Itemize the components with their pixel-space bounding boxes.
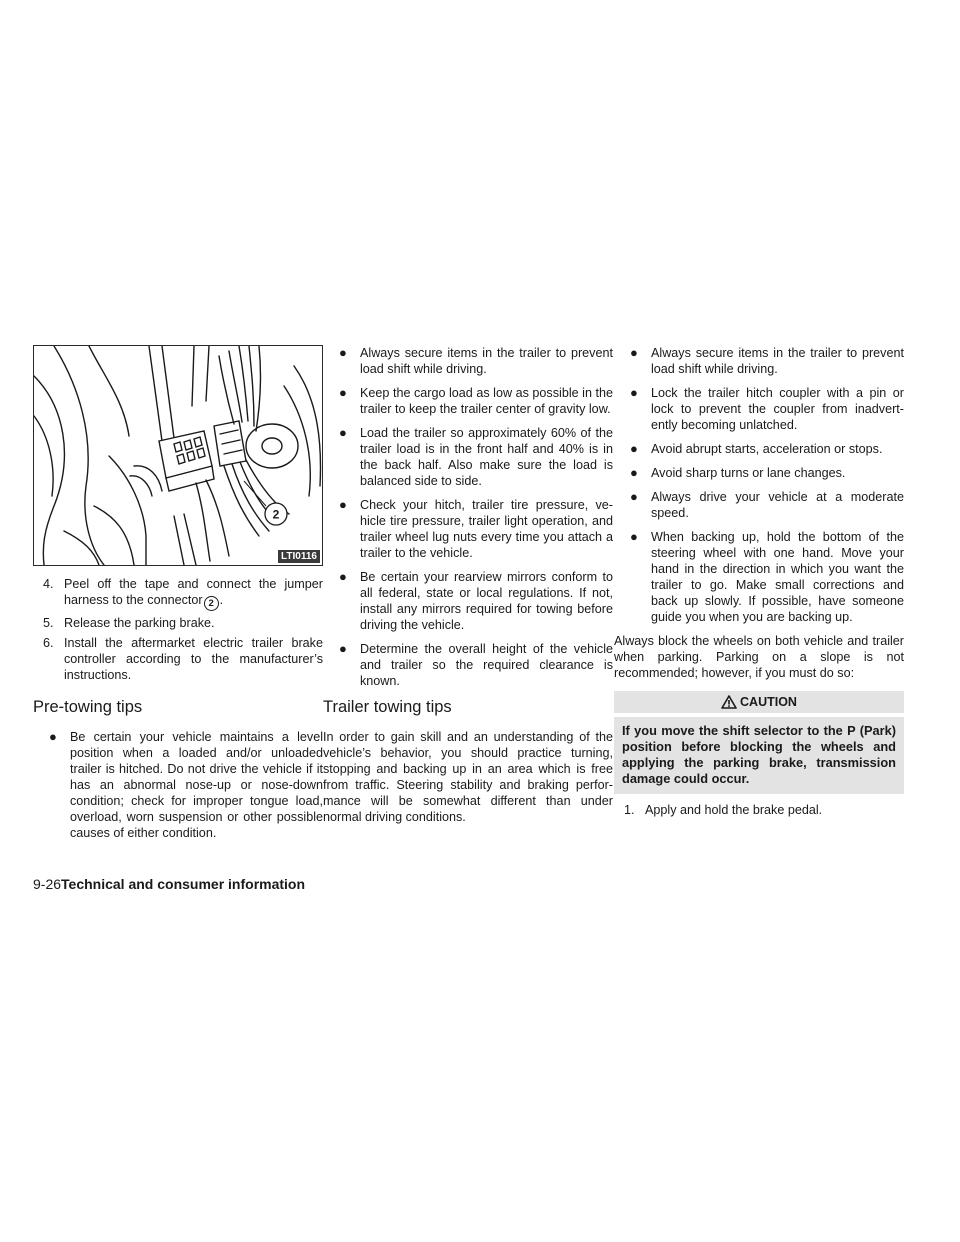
caution-label: CAUTION	[740, 695, 797, 709]
list-item-text: Always drive your vehicle at a moderate speed.	[651, 490, 904, 520]
step-item	[33, 635, 323, 683]
bullet-icon: ●	[339, 345, 347, 360]
list-item-text: Check your hitch, trailer tire pressure, ve-hicle tire pressure, trailer light operation, and trailer wheel lug nuts every time you attach a trailer to the vehicle.	[360, 498, 613, 560]
list-item	[614, 465, 904, 481]
list-item-text: Load the trailer so approximately 60% of the trailer load is in the front half and 40% is in the back half. Also make sure the load is balanced side to side.	[360, 426, 613, 488]
column-2	[323, 345, 613, 833]
step-number: 6.	[43, 636, 54, 650]
list-item-text: When backing up, hold the bottom of the steering wheel with one hand. Move your hand in the direction in which you want the trailer to go. Make small corrections and back up slowly. If possible, have someone guide you when you are backing up.	[651, 530, 904, 624]
step-text: Release the parking brake.	[64, 616, 215, 630]
column-1	[33, 345, 323, 849]
step-text: Install the aftermarket electric trailer brake controller according to the manufacturer’s instructions.	[64, 636, 323, 682]
block-wheels-paragraph: Always block the wheels on both vehicle and trailer when parking. Parking on a slope is not recommended; however, if you must do so:	[614, 634, 904, 680]
step-text: Peel off the tape and connect the jumper harness to the connector	[64, 577, 323, 607]
bullet-icon: ●	[339, 497, 347, 512]
list-item-text: Determine the overall height of the vehicle and trailer so the required clearance is known.	[360, 642, 613, 688]
step-item	[614, 802, 904, 818]
callout-2-text: 2	[272, 507, 280, 522]
list-item	[323, 569, 613, 633]
step-text: Apply and hold the brake pedal.	[645, 803, 823, 817]
trailer-towing-heading: Trailer towing tips	[323, 698, 452, 716]
step-number: 1.	[624, 803, 635, 817]
bullet-icon: ●	[339, 641, 347, 656]
wiring-harness-illustration	[34, 346, 322, 565]
page-number: 9-26	[33, 876, 62, 892]
pre-towing-heading: Pre-towing tips	[33, 698, 143, 716]
bullet-icon: ●	[630, 345, 638, 360]
column-3	[614, 345, 904, 822]
trailer-towing-paragraph: In order to gain skill and an understanding of the vehicle’s behavior, you should practice turning, stopping and backing up in an area which is free from traffic. Steering stability and braking perfor-mance will be somewhat different than under normal driving conditions.	[323, 730, 613, 824]
list-item-text: Lock the trailer hitch coupler with a pin or lock to prevent the coupler from inadvert-ently becoming unlatched.	[651, 386, 904, 432]
list-item	[33, 729, 323, 841]
list-item-text: Keep the cargo load as low as possible in the trailer to keep the trailer center of gravity low.	[360, 386, 613, 416]
list-item-text: Avoid sharp turns or lane changes.	[651, 466, 846, 480]
pre-towing-list	[33, 729, 323, 841]
bullet-icon: ●	[339, 425, 347, 440]
bullet-icon: ●	[630, 385, 638, 400]
list-item	[614, 441, 904, 457]
warning-icon	[721, 695, 737, 709]
bullet-icon: ●	[339, 569, 347, 584]
caution-header	[614, 691, 904, 713]
list-item	[614, 529, 904, 625]
list-item	[323, 385, 613, 417]
list-item-text: Avoid abrupt starts, acceleration or stops.	[651, 442, 883, 456]
bullet-icon: ●	[630, 489, 638, 504]
connector-figure	[33, 345, 323, 566]
list-item	[614, 489, 904, 521]
bullet-icon: ●	[49, 729, 57, 744]
section-title: Technical and consumer information	[61, 876, 306, 892]
connector-2-ref-icon: 2	[204, 596, 219, 611]
bullet-icon: ●	[630, 441, 638, 456]
figure-code: LTI0116	[278, 550, 320, 563]
list-item	[323, 497, 613, 561]
list-item-text: Be certain your rearview mirrors conform to all federal, state or local regulations. If not, install any mirrors required for towing before driving the vehicle.	[360, 570, 613, 632]
bullet-icon: ●	[630, 529, 638, 544]
step-number: 4.	[43, 577, 54, 591]
parking-steps	[614, 802, 904, 818]
bullet-icon: ●	[630, 465, 638, 480]
page-footer	[33, 876, 305, 892]
list-item	[614, 345, 904, 377]
step-number: 5.	[43, 616, 54, 630]
list-item-text: Always secure items in the trailer to prevent load shift while driving.	[360, 346, 613, 376]
list-item	[614, 385, 904, 433]
step-text-end: .	[219, 593, 224, 607]
list-item-text: Be certain your vehicle maintains a level position when a loaded and/or unloaded trailer is hitched. Do not drive the vehicle if it has an abnormal nose-up or nose-down condition; check for improper tongue load, overload, worn suspension or other possible causes of either condition.	[70, 730, 323, 840]
caution-text: If you move the shift selector to the P (Park) position before blocking the wheels and applying the parking brake, transmission damage could occur.	[614, 717, 904, 794]
install-steps	[33, 576, 323, 683]
list-item-text: Always secure items in the trailer to prevent load shift while driving.	[651, 346, 904, 376]
bullet-icon: ●	[339, 385, 347, 400]
step-item	[33, 576, 323, 611]
list-item	[323, 345, 613, 377]
list-item	[323, 641, 613, 689]
driving-tips-list	[614, 345, 904, 625]
step-item	[33, 615, 323, 631]
list-item	[323, 425, 613, 489]
loading-tips-list	[323, 345, 613, 689]
